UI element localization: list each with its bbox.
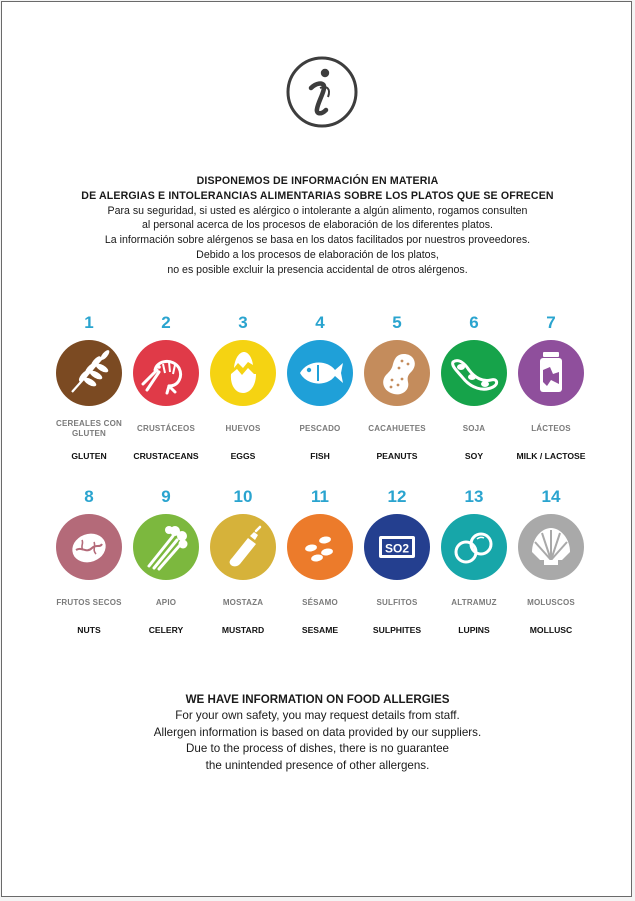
allergen-number: 12: [387, 487, 407, 506]
allergen-name-en: GLUTEN: [71, 451, 107, 461]
allergen-badge: [441, 514, 507, 580]
allergen-item-fish: [281, 313, 359, 467]
allergen-badge: [287, 340, 353, 406]
intro-line: Debido a los procesos de elaboración de los platos,: [196, 248, 439, 261]
intro-line: no es posible excluir la presencia accidental de otros alérgenos.: [167, 263, 468, 276]
allergen-name-es: PESCADO: [299, 424, 341, 433]
allergen-name-en: EGGS: [230, 451, 256, 461]
allergen-name-en: PEANUTS: [376, 451, 418, 461]
so2-label: SO2: [384, 541, 410, 556]
allergen-number: 8: [84, 487, 94, 506]
allergen-badge: [441, 340, 507, 406]
celery-icon: [133, 514, 199, 580]
allergen-number: 14: [541, 487, 561, 506]
mustard-bottle-icon: [210, 514, 276, 580]
allergen-number: 6: [469, 313, 479, 332]
allergen-number: 4: [315, 313, 325, 332]
allergen-name-en: NUTS: [77, 625, 101, 635]
allergen-name-en: MUSTARD: [221, 625, 265, 635]
allergen-name-es: APIO: [155, 598, 177, 607]
allergen-name-en: CELERY: [148, 625, 184, 635]
allergen-number: 10: [233, 487, 253, 506]
allergen-number: 13: [464, 487, 484, 506]
intro-text-es: [2, 174, 633, 278]
allergen-item-sulphites: [358, 487, 436, 641]
allergen-badge: [56, 340, 122, 406]
allergen-badge: [364, 340, 430, 406]
allergen-item-eggs: [204, 313, 282, 467]
allergen-number: 11: [311, 487, 329, 506]
allergen-name-en: SESAME: [301, 625, 339, 635]
allergen-name-es: LÁCTEOS: [531, 424, 571, 433]
outro-line: the unintended presence of other allergens.: [205, 758, 430, 772]
allergen-badge: [518, 340, 584, 406]
allergen-badge: [518, 514, 584, 580]
shrimp-icon: [133, 340, 199, 406]
allergen-item-crustaceans: [127, 313, 205, 467]
soybean-icon: [441, 340, 507, 406]
wheat-icon: [56, 340, 122, 406]
lupin-icon: [441, 514, 507, 580]
allergen-item-mollusc: [512, 487, 590, 641]
allergen-badge: [287, 514, 353, 580]
outro-text-en: [2, 692, 633, 774]
allergen-name-en: MILK / LACTOSE: [516, 451, 586, 461]
allergen-badge: [364, 514, 430, 580]
allergen-name-es: SÉSAMO: [302, 598, 338, 607]
outro-title: WE HAVE INFORMATION ON FOOD ALLERGIES: [185, 693, 450, 706]
allergen-name-en: MOLLUSC: [529, 625, 573, 635]
allergen-item-gluten: [50, 313, 128, 467]
milk-jar-icon: [518, 340, 584, 406]
allergen-name-en: LUPINS: [458, 625, 490, 635]
allergen-name-es: CACAHUETES: [368, 424, 426, 433]
allergen-item-mustard: [204, 487, 282, 641]
intro-line: Para su seguridad, si usted es alérgico o intolerante a algún alimento, rogamos consulten: [107, 204, 528, 217]
so2-icon: [364, 514, 430, 580]
allergen-item-sesame: [281, 487, 359, 641]
allergen-name-en: SULPHITES: [372, 625, 422, 635]
allergen-number: 7: [546, 313, 556, 332]
allergen-item-celery: [127, 487, 205, 641]
allergen-name-es: SULFITOS: [376, 598, 418, 607]
allergen-item-lupins: [435, 487, 513, 641]
allergen-name-es: ALTRAMUZ: [451, 598, 497, 607]
intro-line: La información sobre alérgenos se basa en los datos facilitados por nuestros proveedores.: [104, 234, 531, 247]
allergen-name-es: HUEVOS: [225, 424, 261, 433]
allergen-item-soy: [435, 313, 513, 467]
allergen-name-es: SOJA: [462, 424, 486, 433]
allergen-number: 2: [161, 313, 171, 332]
allergen-item-milk: [512, 313, 590, 467]
allergen-item-nuts: [50, 487, 128, 641]
outro-line: For your own safety, you may request details from staff.: [175, 709, 460, 723]
allergen-badge: [133, 340, 199, 406]
allergen-name-es: FRUTOS SECOS: [56, 598, 122, 607]
intro-title-line-1: DISPONEMOS DE INFORMACIÓN EN MATERIA: [196, 175, 439, 187]
outro-line: Due to the process of dishes, there is no guarantee: [186, 742, 449, 756]
allergen-number: 9: [161, 487, 171, 506]
allergen-badge: [133, 514, 199, 580]
allergen-name-en: SOY: [464, 451, 484, 461]
allergen-info-page: [1, 1, 632, 897]
sesame-seeds-icon: [287, 514, 353, 580]
info-icon: [284, 54, 360, 130]
allergen-name-en: CRUSTACEANS: [133, 451, 199, 461]
allergen-name-es: CEREALES CON GLUTEN: [56, 419, 122, 438]
walnut-icon: [56, 514, 122, 580]
allergen-name-es: MOLUSCOS: [527, 598, 575, 607]
allergen-number: 3: [238, 313, 248, 332]
allergen-item-peanuts: [358, 313, 436, 467]
allergen-name-es: CRUSTÁCEOS: [136, 424, 195, 433]
allergen-badge: [210, 340, 276, 406]
allergen-name-en: FISH: [310, 451, 330, 461]
peanut-icon: [364, 340, 430, 406]
intro-title-line-2: DE ALERGIAS E INTOLERANCIAS ALIMENTARIAS SOBRE LOS PLATOS QUE SE OFRECEN: [81, 189, 554, 202]
allergen-number: 5: [392, 313, 402, 332]
fish-icon: [287, 340, 353, 406]
allergen-number: 1: [84, 313, 94, 332]
shell-icon: [518, 514, 584, 580]
egg-icon: [210, 340, 276, 406]
allergen-name-es: MOSTAZA: [222, 598, 264, 607]
allergen-badge: [210, 514, 276, 580]
allergen-badge: [56, 514, 122, 580]
intro-line: al personal acerca de los procesos de elaboración de los diferentes platos.: [142, 219, 493, 232]
outro-line: Allergen information is based on data provided by our suppliers.: [153, 725, 482, 739]
